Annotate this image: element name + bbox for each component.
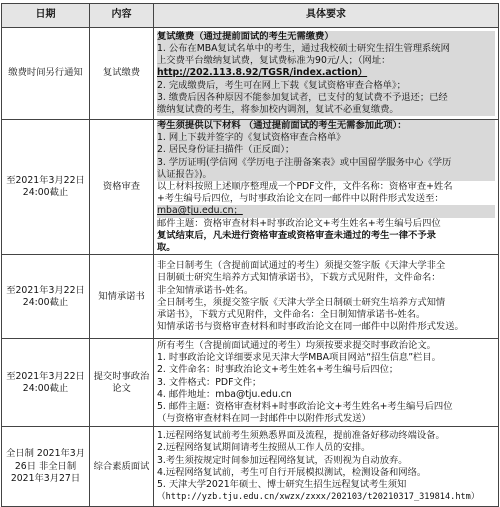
header-requirements: 具体要求	[154, 4, 499, 28]
requirement-line: 3. 学历证明(学信网《学历电子注册备案表》或中国留学服务中心《学历	[157, 157, 495, 169]
row-requirements	[154, 339, 499, 427]
requirement-line: （与资格审查材料在同一封邮件中以附件形式发送）	[157, 413, 371, 425]
requirement-line: 1. 时事政治论文详细要求见天津大学MBA项目网站“招生信息”栏目。	[157, 352, 441, 364]
row-item: 知情承诺书	[90, 255, 154, 339]
requirement-line: 全日制考生，须提交签字版《天津大学全日制硕士研究生培养方式知情	[157, 296, 446, 308]
requirement-line: 2. 文件命名：时事政治论文+考生姓名+考生编号后四位；	[157, 364, 399, 376]
row-date: 缴费时间另行通知	[2, 28, 90, 120]
requirement-line: 4. 邮件地址：mba@tju.edu.cn	[157, 388, 292, 400]
requirement-line: 5. 邮件主题：资格审查材料+时事政治论文+考生姓名+考生编号后四位	[157, 401, 453, 413]
row-item: 提交时事政治论文	[90, 339, 154, 427]
retest-schedule-table	[1, 3, 499, 507]
requirement-line: 承诺书》，下载方式见附件，文件命名：全日制知情承诺书-姓名。	[157, 308, 426, 320]
requirement-line[interactable]: http://202.113.8.92/TGSR/index.action）	[157, 67, 495, 79]
row-requirements	[154, 120, 499, 255]
requirement-line: +考生编号后四位，与时事政治论文在同一邮件中以附件形式发送至：	[157, 193, 444, 205]
table-row	[2, 28, 499, 120]
requirement-line: 考生须提供以下材料 （通过提前面试的考生无需参加此项）：	[157, 120, 495, 132]
row-item: 复试缴费	[90, 28, 154, 120]
header-content: 内容	[90, 4, 154, 28]
row-item: 资格审查	[90, 120, 154, 255]
requirement-line: 所有考生（含提前面试通过的考生）均须按要求提交时事政治论文。	[157, 340, 436, 352]
row-date: 至2021年3月22日24:00截止	[2, 255, 90, 339]
table-row	[2, 120, 499, 255]
requirement-line: 3.考生须按规定时间参加远程网络复试，否则视为自动放弃。	[157, 454, 408, 466]
requirement-line: 非全日制考生（含提前面试通过的考生）须提交签字版《天津大学非全	[157, 260, 446, 272]
row-date: 全日制 2021年3月26日 非全日制 2021年3月27日	[2, 427, 90, 507]
requirement-line: 2.远程网络复试期间请考生按照从工作人员的安排。	[157, 442, 371, 454]
row-requirements	[154, 28, 499, 120]
table-header-row	[2, 4, 499, 28]
requirement-line: 邮件主题：资格审查材料+时事政治论文+考生姓名+考生编号后四位	[157, 217, 441, 229]
requirement-line: （http://yzb.tju.edu.cn/xwzx/zxxx/202103/t20210317_319814.htm）	[157, 492, 480, 503]
row-requirements	[154, 427, 499, 507]
requirement-line: 上交费平台缴纳复试费，复试费标准为90元/人；（网址：	[157, 55, 495, 67]
requirement-line: 以上材料按照上述顺序整理成一个PDF文件，文件名称：资格审查+姓名	[157, 181, 453, 193]
requirement-line: 3. 缴费后因各种原因不能参加复试者，已支付的复试费不予退还；已经	[157, 92, 495, 104]
requirement-line: 知情承诺书与资格审查材料和时事政治论文在同一邮件中以附件形式发送。	[157, 321, 464, 333]
requirement-line: 2. 居民身份证扫描件（正反面）；	[157, 144, 495, 156]
requirement-line: 复试缴费（通过提前面试的考生无需缴费）	[157, 31, 495, 43]
requirement-line: 1. 网上下载并签字的《复试资格审查合格单》	[157, 132, 495, 144]
requirement-line: 取。	[157, 242, 176, 254]
table-row	[2, 427, 499, 507]
table-row	[2, 339, 499, 427]
requirement-line: 5. 天津大学2021年硕士、博士研究生招生远程复试考生须知	[157, 478, 407, 490]
requirement-line: 3. 文件格式：PDF文件；	[157, 376, 262, 388]
row-requirements	[154, 255, 499, 339]
header-date: 日期	[2, 4, 90, 28]
requirement-line: 非全知情承诺书-姓名。	[157, 284, 254, 296]
requirement-line: 复试结束后，凡未进行资格审查或资格审查未通过的考生一律不予录	[157, 229, 436, 241]
row-date: 至2021年3月22日24:00截止	[2, 120, 90, 255]
requirement-line: 缴纳复试费的考生，将参加校内调剂，复试不必重复缴费。	[157, 104, 495, 116]
requirement-line: 2. 完成缴费后，考生可在网上下载《复试资格审查合格单》；	[157, 80, 495, 92]
row-item: 综合素质面试	[90, 427, 154, 507]
requirement-line: 日制硕士研究生培养方式知情承诺书》，下载方式见附件，文件命名：	[157, 272, 441, 284]
requirement-line[interactable]: mba@tju.edu.cn；	[157, 205, 495, 217]
requirement-line: 1. 公布在MBA复试名单中的考生，通过我校硕士研究生招生管理系统网	[157, 43, 495, 55]
row-date: 至2021年3月22日24:00截止	[2, 339, 90, 427]
requirement-line: 1.远程网络复试前考生须熟悉界面及流程，提前准备好移动终端设备。	[157, 430, 445, 442]
requirement-line: 认证报告》)。	[157, 169, 495, 181]
table-row	[2, 255, 499, 339]
requirement-line: 4.远程网络复试前，考生可自行开展模拟测试，检测设备和网络。	[157, 466, 427, 478]
